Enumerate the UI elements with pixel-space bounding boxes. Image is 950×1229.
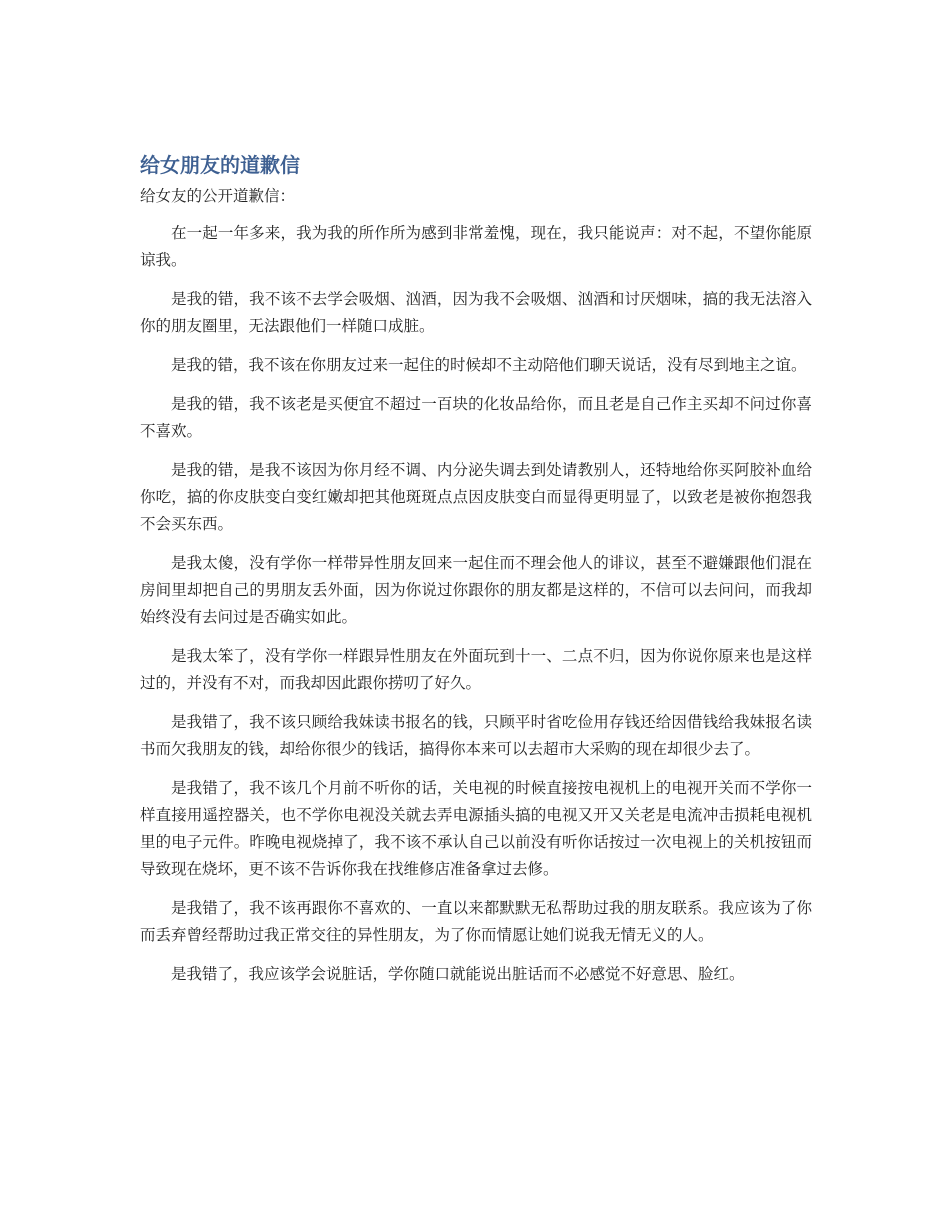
document-title: 给女朋友的道歉信 bbox=[140, 153, 300, 177]
paragraph: 是我错了，我不该只顾给我妹读书报名的钱，只顾平时省吃俭用存钱还给因借钱给我妹报名读书而欠我朋友的钱，却给你很少的钱话，搞得你本来可以去超市大采购的现在却很少去了。 bbox=[140, 713, 812, 758]
paragraph: 是我的错，我不该在你朋友过来一起住的时候却不主动陪他们聊天说话，没有尽到地主之谊。 bbox=[171, 356, 807, 374]
paragraph: 是我太傻，没有学你一样带异性朋友回来一起住而不理会他人的诽议，甚至不避嫌跟他们混在房间里却把自己的男朋友丢外面，因为你说过你跟你的朋友都是这样的，不信可以去问问，而我却始终没有去问过是否确实如此。 bbox=[140, 554, 812, 626]
salutation: 给女友的公开道歉信： bbox=[140, 187, 296, 205]
document-page bbox=[140, 150, 812, 1000]
paragraph: 是我的错，我不该老是买便宜不超过一百块的化妆品给你，而且老是自己作主买却不问过你喜不喜欢。 bbox=[140, 395, 812, 440]
paragraph: 是我错了，我不该再跟你不喜欢的、一直以来都默默无私帮助过我的朋友联系。我应该为了你而丢弃曾经帮助过我正常交往的异性朋友，为了你而情愿让她们说我无情无义的人。 bbox=[140, 899, 812, 944]
paragraph: 在一起一年多来，我为我的所作所为感到非常羞愧，现在，我只能说声：对不起，不望你能原谅我。 bbox=[140, 224, 812, 269]
paragraph: 是我的错，我不该不去学会吸烟、汹酒，因为我不会吸烟、汹酒和讨厌烟味，搞的我无法溶入你的朋友圈里，无法跟他们一样随口成脏。 bbox=[140, 290, 812, 335]
paragraph: 是我的错，是我不该因为你月经不调、内分泌失调去到处请教别人，还特地给你买阿胶补血给你吃，搞的你皮肤变白变红嫩却把其他斑斑点点因皮肤变白而显得更明显了，以致老是被你抱怨我不会买东西。 bbox=[140, 461, 812, 533]
paragraph: 是我错了，我不该几个月前不听你的话，关电视的时候直接按电视机上的电视开关而不学你一样直接用遥控器关，也不学你电视没关就去弄电源插头搞的电视又开又关老是电流冲击损耗电视机里的电子元件。昨晚电视烧掉了，我不该不承认自己以前没有听你话按过一次电视上的关机按钮而导致现在烧坏，更不该不告诉你我在找维修店准备拿过去修。 bbox=[140, 779, 812, 878]
paragraph: 是我太笨了，没有学你一样跟异性朋友在外面玩到十一、二点不归，因为你说你原来也是这样过的，并没有不对，而我却因此跟你捞叨了好久。 bbox=[140, 647, 812, 692]
paragraph: 是我错了，我应该学会说脏话，学你随口就能说出脏话而不必感觉不好意思、脸红。 bbox=[171, 965, 745, 983]
